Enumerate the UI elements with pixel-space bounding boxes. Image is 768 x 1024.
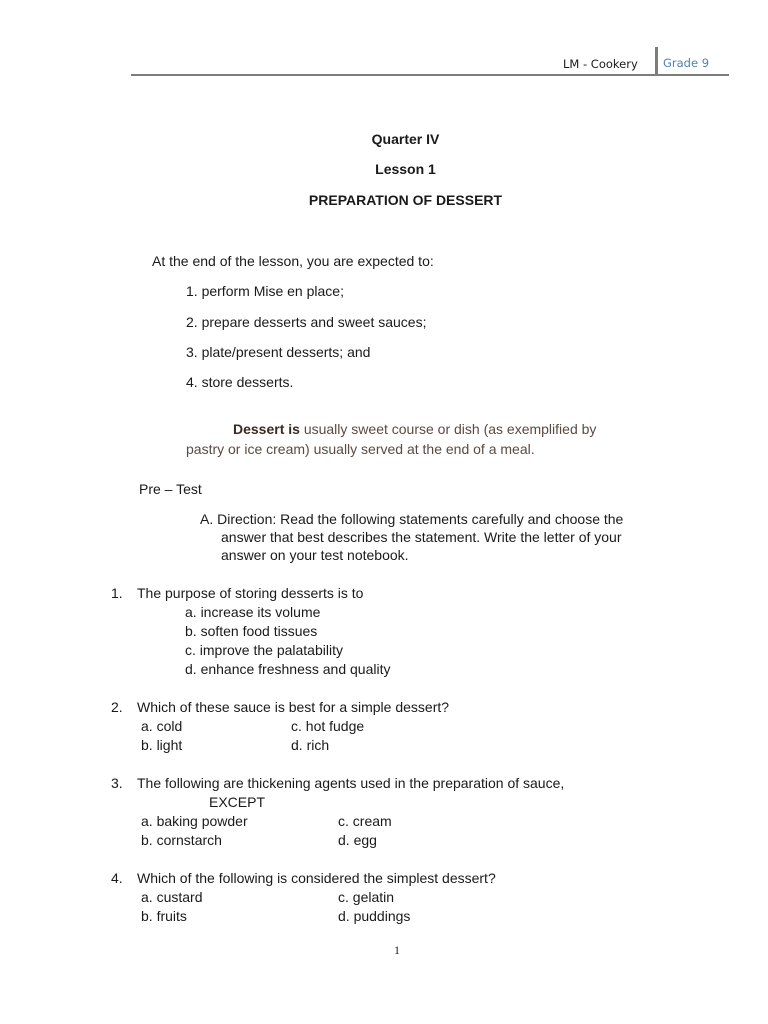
question-option: c. gelatin	[338, 889, 395, 905]
topic-title: PREPARATION OF DESSERT	[308, 192, 503, 208]
pretest-direction	[200, 510, 678, 564]
question-option: d. puddings	[338, 908, 411, 924]
question-option: b. fruits	[141, 908, 187, 924]
question-number: 1.	[111, 585, 123, 601]
objective-item: 4. store desserts.	[186, 374, 294, 390]
header-subject: LM - Cookery	[563, 57, 638, 71]
header-rule	[131, 74, 729, 76]
page-number: 1	[394, 943, 400, 957]
question-option: c. improve the palatability	[185, 642, 343, 658]
objective-item: 3. plate/present desserts; and	[186, 344, 371, 360]
question-option: a. baking powder	[141, 813, 248, 829]
dessert-definition-line2: pastry or ice cream) usually served at the end of a meal.	[186, 441, 535, 457]
question-option: c. cream	[338, 813, 392, 829]
question-option: b. light	[141, 737, 183, 753]
question-option: a. cold	[141, 718, 183, 734]
question-option: b. cornstarch	[141, 832, 222, 848]
direction-line: answer that best describes the statement. Write the letter of your	[221, 529, 622, 545]
question-text: The following are thickening agents used in the preparation of sauce,	[137, 775, 565, 791]
question-text: Which of the following is considered the simplest dessert?	[137, 870, 496, 886]
question-option: d. egg	[338, 832, 377, 848]
question-option: a. custard	[141, 889, 203, 905]
question-text-continued: EXCEPT	[209, 794, 266, 810]
objectives-intro: At the end of the lesson, you are expected to:	[152, 253, 434, 269]
header-divider	[655, 47, 658, 75]
question-text: Which of these sauce is best for a simple dessert?	[137, 699, 450, 715]
question-text: The purpose of storing desserts is to	[137, 585, 364, 601]
direction-line: A. Direction: Read the following statements carefully and choose the	[200, 511, 624, 527]
lesson-title: Lesson 1	[375, 161, 436, 177]
question-option: c. hot fudge	[291, 718, 365, 734]
objective-item: 1. perform Mise en place;	[186, 283, 344, 299]
question-option: b. soften food tissues	[185, 623, 318, 639]
header-grade: Grade 9	[663, 56, 710, 70]
objective-item: 2. prepare desserts and sweet sauces;	[186, 314, 427, 330]
question-option: d. enhance freshness and quality	[185, 661, 391, 677]
quarter-title: Quarter IV	[371, 131, 440, 147]
question-number: 2.	[111, 699, 123, 715]
definition-term: Dessert is	[233, 421, 300, 437]
direction-line: answer on your test notebook.	[221, 547, 409, 563]
question-option: a. increase its volume	[185, 604, 321, 620]
definition-text: usually sweet course or dish (as exemplified by	[299, 421, 597, 437]
pretest-heading: Pre – Test	[139, 481, 202, 497]
dessert-definition-line1	[233, 420, 596, 438]
question-option: d. rich	[291, 737, 330, 753]
question-number: 4.	[111, 870, 123, 886]
question-number: 3.	[111, 775, 123, 791]
